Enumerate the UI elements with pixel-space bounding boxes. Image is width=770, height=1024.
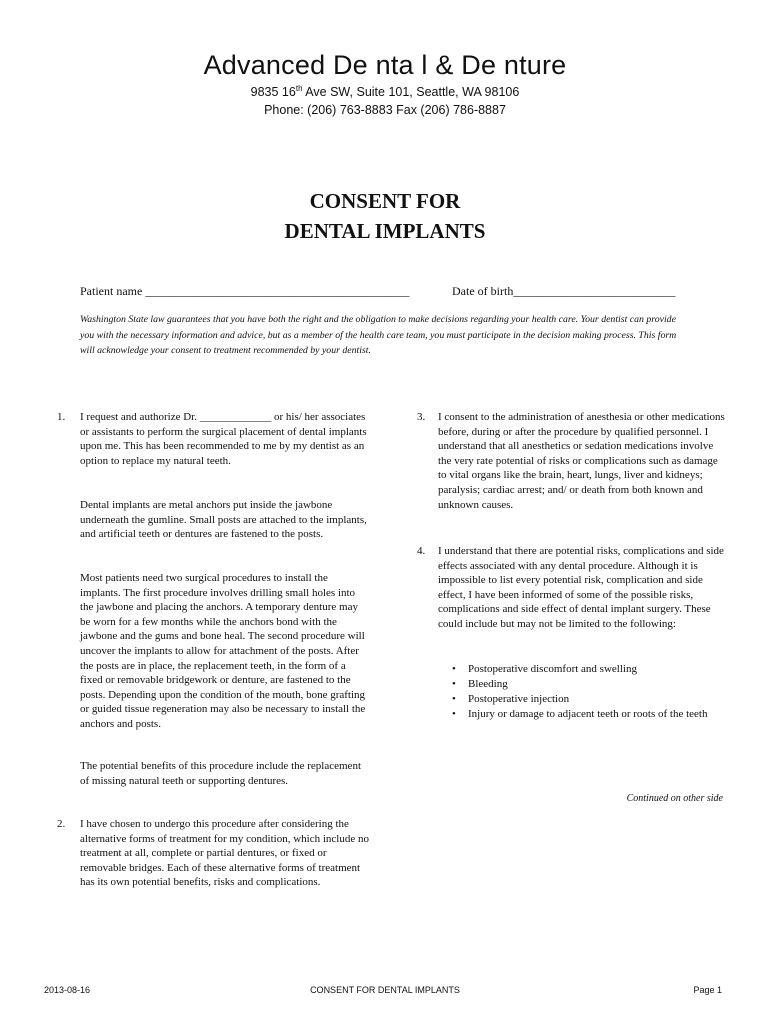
item-2-paragraph-1: I have chosen to undergo this procedure after considering the alternative forms of treatment for my condition, which include no treatment at all, complete or partial dentures, or fixed or removable bridges. Each of these alternative forms of treatment has its own potential benefits, risks and complications. [80, 818, 369, 889]
item-4-paragraph-1: I understand that there are potential risks, complications and side effects associated with any dental procedure. Although it is impossible to list every potential risk, complication and side effect, I have been informed of some of the possible risks, complications and side effect of dental implant surgery. These could include but may not be limited to the following: [438, 545, 724, 630]
list-item-text: Postoperative discomfort and swelling [468, 663, 637, 675]
title-line-1: CONSENT FOR [309, 189, 461, 213]
bullet-icon: • [452, 708, 456, 720]
footer-date: 2013-08-16 [44, 985, 91, 995]
clinic-name: Advanced De nta l & De nture [203, 50, 567, 80]
patient-name-field[interactable]: Patient name ____________________________________________ [80, 284, 410, 298]
item-1-paragraph-2: Dental implants are metal anchors put inside the jawbone underneath the gumline. Small posts are attached to the implants, and artificial teeth or dentures are fastened to the posts. [80, 499, 367, 541]
item-2-number: 2. [57, 818, 66, 830]
address-ordinal: th [295, 84, 303, 93]
bullet-icon: • [452, 663, 456, 675]
address-number: 9835 16 [250, 85, 296, 100]
bullet-icon: • [452, 678, 456, 690]
item-1-paragraph-4: The potential benefits of this procedure include the replacement of missing natural teeth or supporting dentures. [80, 760, 361, 787]
item-3-paragraph-1: I consent to the administration of anesthesia or other medications before, during or after the procedure by qualified personnel. I understand that all anesthetics or sedation medications involve the very rate potential of risks or complications such as damage to vital organs like the brain, heart, lungs, liver and kidneys; paralysis; cardiac arrest; and/ or death from both known and unknown causes. [438, 411, 725, 511]
list-item-text: Postoperative injection [468, 693, 570, 705]
risk-list [452, 662, 738, 722]
title-line-2: DENTAL IMPLANTS [284, 219, 486, 243]
clinic-phone-fax: Phone: (206) 763-8883 Fax (206) 786-8887 [264, 103, 506, 117]
intro-statement: Washington State law guarantees that you have both the right and the obligation to make decisions regarding your health care. Your dentist can provide you with the necessary information and advice, but as a member of the health care team, you must participate in the decision making process. This form will acknowledge your consent to treatment recommended by your dentist. [80, 314, 677, 356]
item-1-paragraph-3: Most patients need two surgical procedures to install the implants. The first procedure involves drilling small holes into the jawbone and placing the anchors. A temporary denture may be worn for a few months while the anchors bond with the jawbone and the gums and bone heal. The second procedure will uncover the implants to allow for attachment of the posts. After the posts are in place, the replacement teeth, in the form of a fixed or removable bridgework or denture, are fastened to the posts. Depending upon the condition of the mouth, bone grafting or guided tissue regeneration may also be necessary to install the anchors and posts. [80, 572, 366, 730]
list-item [452, 707, 738, 722]
item-3-number: 3. [417, 411, 426, 423]
document-title [0, 186, 770, 246]
list-item-text: Injury or damage to adjacent teeth or roots of the teeth [468, 708, 708, 720]
list-item [452, 677, 738, 692]
address-rest: Ave SW, Suite 101, Seattle, WA 98106 [302, 85, 520, 100]
list-item [452, 662, 738, 677]
list-item [452, 692, 738, 707]
item-4-number: 4. [417, 545, 426, 557]
item-1-number: 1. [57, 411, 66, 423]
list-item-text: Bleeding [468, 678, 508, 690]
continued-note: Continued on other side [626, 793, 723, 804]
item-1-paragraph-1: I request and authorize Dr. _____________ or his/ her associates or assistants to perform the surgical placement of dental implants upon me. This has been recommended to me by my dentist as an option to replace my natural teeth. [80, 411, 367, 467]
footer-page-number: Page 1 [693, 985, 722, 995]
date-of-birth-field[interactable]: Date of birth___________________________ [452, 284, 676, 298]
clinic-address [0, 84, 770, 99]
bullet-icon: • [452, 693, 456, 705]
footer-title: CONSENT FOR DENTAL IMPLANTS [310, 985, 460, 995]
